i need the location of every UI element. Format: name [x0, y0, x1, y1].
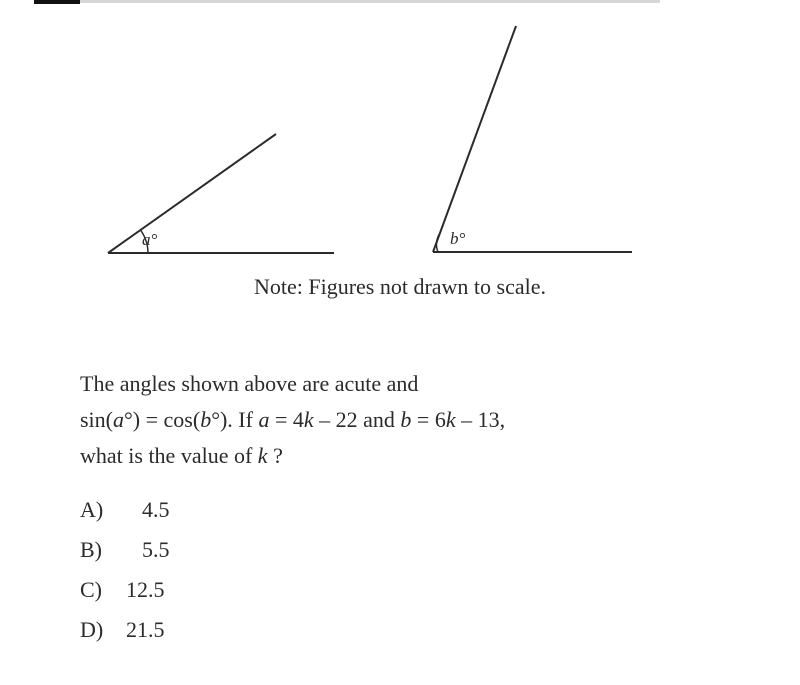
choice-letter: C): [80, 577, 102, 602]
question-line-3: [80, 438, 700, 474]
var-k: k: [445, 407, 456, 432]
angle-a-slanted-ray: [108, 134, 276, 253]
figure-note: Note: Figures not drawn to scale.: [253, 274, 547, 299]
answer-choice-b[interactable]: [80, 530, 480, 570]
var-a: a: [258, 407, 270, 432]
angle-figures: [0, 0, 800, 270]
choice-value: 5.5: [142, 537, 170, 562]
var-b: b: [200, 407, 212, 432]
choice-letter: D): [80, 617, 104, 642]
question-stem: [80, 366, 700, 474]
question-line-1: The angles shown above are acute and: [80, 371, 419, 396]
q2-text: = 4: [269, 407, 304, 432]
q2-text: = 6: [411, 407, 446, 432]
q2-text: – 13,: [455, 407, 506, 432]
answer-choice-d[interactable]: [80, 610, 480, 650]
choice-letter: B): [80, 537, 102, 562]
q3-text: ?: [267, 443, 283, 468]
var-k: k: [257, 443, 268, 468]
q2-text: – 22 and: [313, 407, 401, 432]
angle-b-label: b°: [450, 229, 466, 248]
q2-text: sin(: [80, 407, 113, 432]
choice-letter: A): [80, 497, 104, 522]
question-line-2: [80, 402, 700, 438]
answer-choice-c[interactable]: [80, 570, 480, 610]
angle-a-figure: [108, 134, 334, 253]
angle-b-figure: [433, 26, 632, 252]
q3-text: what is the value of: [80, 443, 258, 468]
choice-value: 12.5: [126, 577, 165, 602]
answer-choice-a[interactable]: [80, 490, 480, 530]
var-a: a: [113, 407, 124, 432]
choice-value: 4.5: [142, 497, 170, 522]
choice-value: 21.5: [126, 617, 165, 642]
answer-choices: [80, 490, 480, 650]
q2-text: °). If: [211, 407, 259, 432]
var-k: k: [303, 407, 314, 432]
var-b: b: [400, 407, 412, 432]
angle-a-label: a°: [142, 230, 158, 249]
angle-b-slanted-ray: [433, 26, 516, 252]
q2-text: °) = cos(: [124, 407, 201, 432]
